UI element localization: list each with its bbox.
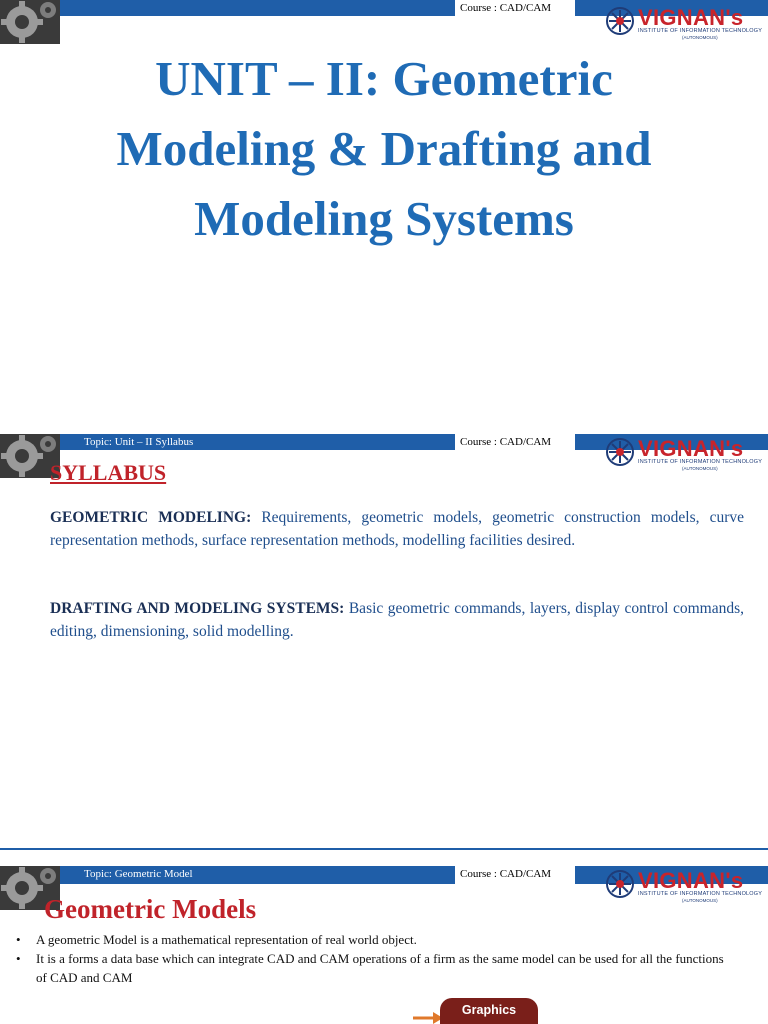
vignans-emblem-icon	[606, 438, 634, 466]
syllabus-text-drafting-modeling: Basic geometric commands, layers, display control commands, editing, dimensioning, solid modelling.	[50, 600, 744, 640]
course-label: Course : CAD/CAM	[460, 436, 552, 448]
logo-name: VIGNAN's	[638, 5, 744, 30]
graphics-box: Graphics	[440, 998, 538, 1024]
slide-3	[0, 850, 768, 1024]
vignans-emblem-icon	[606, 7, 634, 35]
unit-title-line-1: UNIT – II: Geometric	[155, 51, 613, 106]
bullet-list	[16, 930, 726, 987]
logo-status: (AUTONOMOUS)	[682, 898, 718, 903]
vignans-logo	[604, 3, 764, 43]
vignans-logo	[604, 866, 764, 906]
unit-title	[24, 44, 744, 254]
geometric-models-heading: Geometric Models	[44, 894, 257, 924]
unit-title-line-2: Modeling & Drafting and	[116, 121, 652, 176]
vignans-emblem-icon	[606, 870, 634, 898]
syllabus-text-geometric-modeling: Requirements, geometric models, geometric construction models, curve representation methods, surface representation methods, modelling facilities desired.	[50, 509, 744, 549]
logo-status: (AUTONOMOUS)	[682, 35, 718, 40]
vignans-logo	[604, 434, 764, 474]
list-item: • A geometric Model is a mathematical representation of real world object.	[16, 930, 726, 949]
topic-label: Topic: Unit – II Syllabus	[84, 436, 194, 448]
arrow-right-icon	[413, 1012, 443, 1024]
gear-icon	[0, 0, 60, 44]
logo-name: VIGNAN's	[638, 868, 744, 893]
list-item: • It is a forms a data base which can integrate CAD and CAM operations of a firm as the same model can be used for all the functions of CAD and CAM	[16, 949, 726, 987]
slide-2	[0, 416, 768, 850]
course-label: Course : CAD/CAM	[460, 868, 552, 880]
syllabus-drafting-modeling	[50, 597, 744, 643]
logo-name: VIGNAN's	[638, 436, 744, 461]
syllabus-label-geometric-modeling: GEOMETRIC MODELING:	[50, 509, 252, 526]
syllabus-heading: SYLLABUS	[50, 460, 167, 485]
logo-status: (AUTONOMOUS)	[682, 466, 718, 471]
logo-tagline: INSTITUTE OF INFORMATION TECHNOLOGY	[638, 891, 763, 897]
course-label: Course : CAD/CAM	[460, 2, 552, 14]
slide-1	[0, 0, 768, 416]
logo-tagline: INSTITUTE OF INFORMATION TECHNOLOGY	[638, 459, 763, 465]
unit-title-line-3: Modeling Systems	[194, 191, 574, 246]
topic-label: Topic: Geometric Model	[84, 868, 193, 880]
syllabus-geometric-modeling	[50, 506, 744, 552]
logo-tagline: INSTITUTE OF INFORMATION TECHNOLOGY	[638, 28, 763, 34]
syllabus-label-drafting-modeling: DRAFTING AND MODELING SYSTEMS:	[50, 600, 345, 617]
